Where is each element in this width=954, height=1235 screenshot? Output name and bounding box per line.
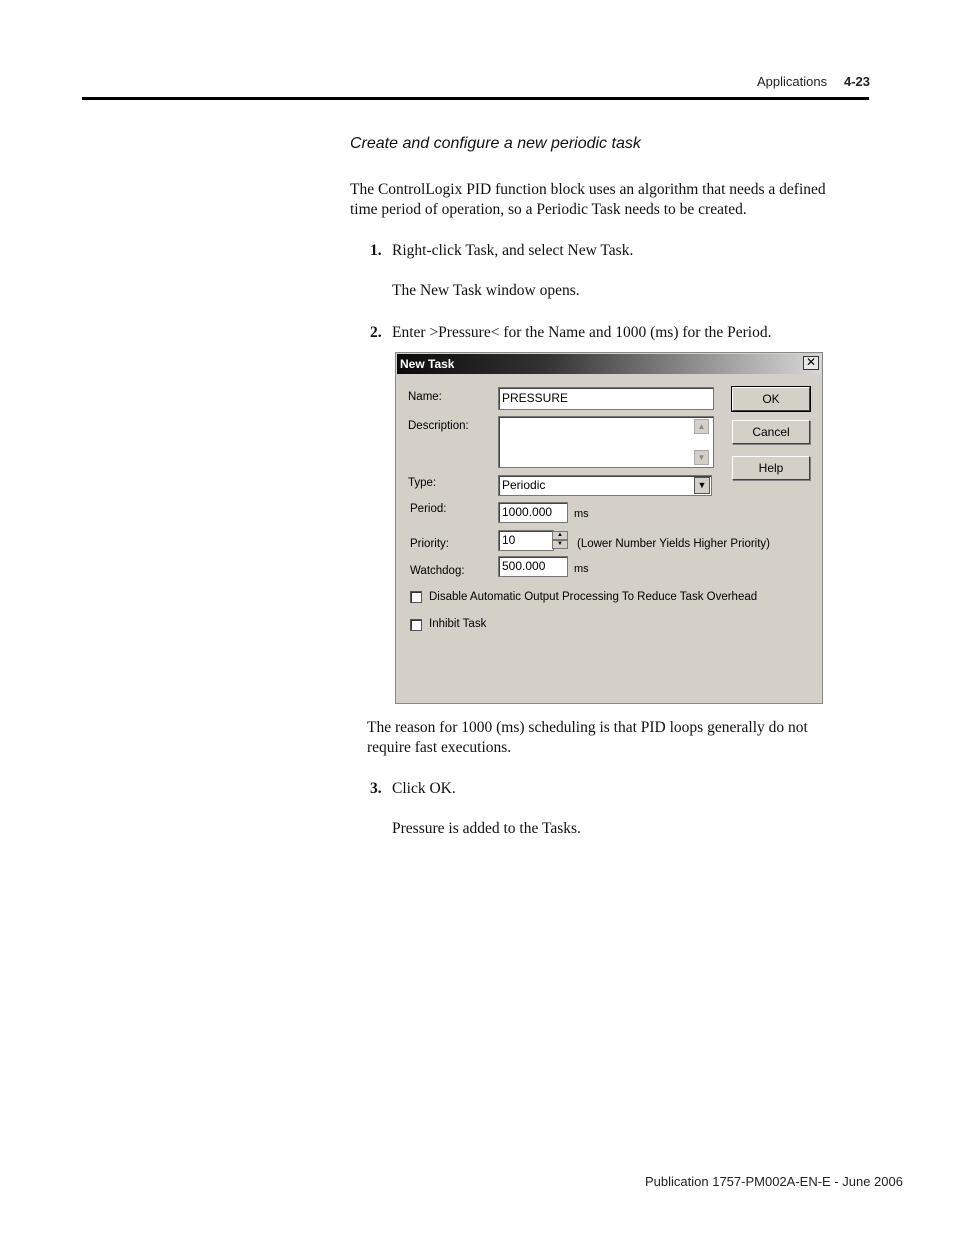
type-select[interactable] <box>498 475 712 496</box>
note-line: The reason for 1000 (ms) scheduling is that PID loops generally do not <box>367 719 808 736</box>
inhibit-task-checkbox[interactable] <box>410 619 422 631</box>
dialog-title-bar <box>397 354 821 374</box>
dialog-title: New Task <box>400 357 455 371</box>
step-number: 1. <box>370 242 382 259</box>
note-paragraph <box>367 718 867 758</box>
watchdog-label: Watchdog: <box>410 565 465 577</box>
watchdog-unit: ms <box>574 563 589 575</box>
description-label: Description: <box>408 420 469 432</box>
period-unit: ms <box>574 508 589 520</box>
step-number: 3. <box>370 780 382 797</box>
step-result: Pressure is added to the Tasks. <box>392 820 581 837</box>
page-number: 4-23 <box>844 74 871 89</box>
step-text: Right-click Task, and select New Task. <box>392 242 634 259</box>
spin-up-icon[interactable]: ▲ <box>552 531 568 540</box>
priority-input[interactable]: 10 <box>498 530 554 551</box>
spin-down-icon[interactable]: ▼ <box>552 540 568 549</box>
help-button[interactable]: Help <box>732 456 810 480</box>
disable-output-processing-checkbox[interactable] <box>410 591 422 603</box>
cancel-button[interactable]: Cancel <box>732 420 810 444</box>
step-text: Enter >Pressure< for the Name and 1000 (ms) for the Period. <box>392 324 772 341</box>
intro-paragraph <box>350 180 870 220</box>
step-result: The New Task window opens. <box>392 282 580 299</box>
publication-footer: Publication 1757-PM002A-EN-E - June 2006 <box>645 1174 903 1189</box>
type-select-value: Periodic <box>502 478 546 492</box>
subheading: Create and configure a new periodic task <box>350 135 641 152</box>
new-task-dialog <box>395 352 823 704</box>
chevron-down-icon[interactable]: ▼ <box>694 477 710 494</box>
watchdog-input[interactable]: 500.000 <box>498 556 568 577</box>
step-text: Click OK. <box>392 780 456 797</box>
intro-line: The ControlLogix PID function block uses an algorithm that needs a defined <box>350 181 826 198</box>
period-input[interactable]: 1000.000 <box>498 502 568 523</box>
disable-output-processing-label: Disable Automatic Output Processing To Reduce Task Overhead <box>429 591 758 603</box>
note-line: require fast executions. <box>367 739 512 756</box>
priority-hint: (Lower Number Yields Higher Priority) <box>577 538 771 550</box>
priority-label: Priority: <box>410 538 449 550</box>
step-number: 2. <box>370 324 382 341</box>
period-label: Period: <box>410 503 447 515</box>
running-header-section: Applications <box>757 74 828 89</box>
scroll-up-icon[interactable]: ▲ <box>694 419 709 434</box>
ok-button[interactable]: OK <box>732 387 810 411</box>
scroll-down-icon[interactable]: ▼ <box>694 450 709 465</box>
inhibit-task-label: Inhibit Task <box>429 618 487 630</box>
name-input[interactable]: PRESSURE <box>498 387 714 410</box>
intro-line: time period of operation, so a Periodic Task needs to be created. <box>350 201 747 218</box>
description-textarea[interactable] <box>498 416 714 468</box>
type-label: Type: <box>408 477 437 489</box>
header-rule <box>82 97 869 100</box>
name-label: Name: <box>408 391 442 403</box>
close-icon[interactable]: ✕ <box>803 356 819 370</box>
